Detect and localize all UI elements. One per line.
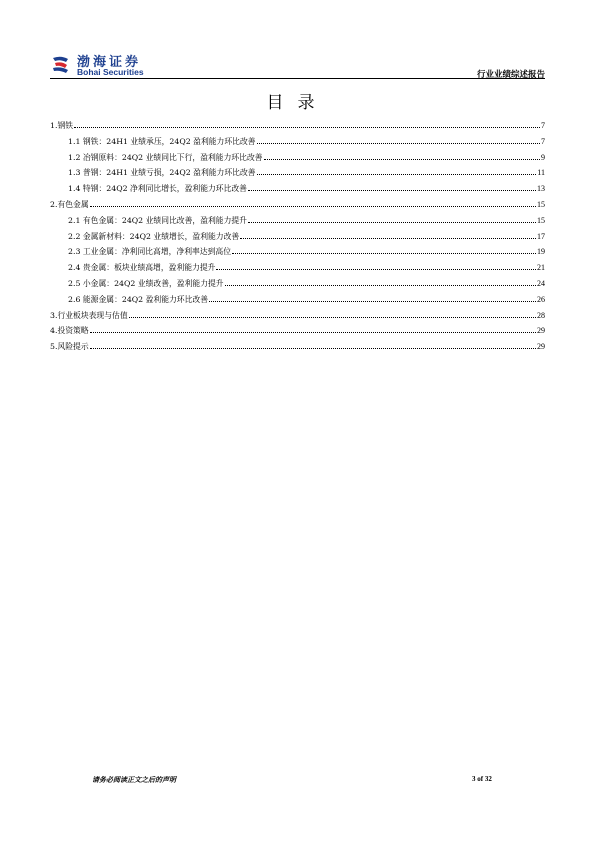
toc-entry[interactable]	[50, 229, 545, 245]
toc-entry-page[interactable]: 9	[541, 152, 545, 162]
toc-entry[interactable]	[50, 339, 545, 355]
toc-dot-leader	[248, 190, 536, 191]
toc-entry-label[interactable]: 2.4 贵金属：板块业绩高增，盈利能力提升	[68, 263, 216, 273]
logo-english-name: Bohai Securities	[77, 67, 144, 77]
toc-entry[interactable]	[50, 323, 545, 339]
toc-dot-leader	[129, 317, 536, 318]
toc-entry-label[interactable]: 2.2 金属新材料：24Q2 业绩增长，盈利能力改善	[68, 231, 240, 241]
toc-entry[interactable]	[50, 308, 545, 324]
toc-entry[interactable]	[50, 244, 545, 260]
toc-dot-leader	[225, 285, 536, 286]
toc-dot-leader	[240, 238, 536, 239]
toc-entry-page[interactable]: 15	[537, 215, 545, 225]
header-divider	[50, 78, 545, 79]
toc-entry-page[interactable]: 21	[537, 263, 545, 273]
toc-entry-label[interactable]: 2.1 有色金属：24Q2 业绩同比改善，盈利能力提升	[68, 215, 247, 225]
toc-entry[interactable]	[50, 134, 545, 150]
toc-entry[interactable]	[50, 292, 545, 308]
toc-entry[interactable]	[50, 213, 545, 229]
toc-dot-leader	[90, 348, 536, 349]
toc-entry[interactable]	[50, 260, 545, 276]
toc-entry[interactable]	[50, 197, 545, 213]
toc-entry-label[interactable]: 3.行业板块表现与估值	[50, 310, 128, 320]
toc-entry[interactable]	[50, 181, 545, 197]
toc-entry-label[interactable]: 1.1 钢铁：24H1 业绩承压，24Q2 盈利能力环比改善	[68, 136, 256, 146]
toc-entry-page[interactable]: 11	[537, 168, 545, 178]
toc-entry-label[interactable]: 1.3 普钢：24H1 业绩亏损，24Q2 盈利能力环比改善	[68, 168, 256, 178]
toc-entry[interactable]	[50, 118, 545, 134]
toc-entry[interactable]	[50, 150, 545, 166]
bohai-logo-icon	[50, 54, 72, 76]
toc-dot-leader	[257, 143, 540, 144]
toc-entry-page[interactable]: 15	[537, 199, 545, 209]
toc-entry-label[interactable]: 5.风险提示	[50, 342, 89, 352]
toc-entry-page[interactable]: 28	[537, 310, 545, 320]
toc-entry-page[interactable]: 29	[537, 342, 545, 352]
toc-entry-label[interactable]: 4.投资策略	[50, 326, 89, 336]
toc-entry[interactable]	[50, 276, 545, 292]
toc-dot-leader	[90, 206, 536, 207]
toc-dot-leader	[232, 253, 536, 254]
toc-title: 目录	[266, 93, 329, 113]
toc-dot-leader	[264, 159, 540, 160]
toc-entry-label[interactable]: 2.3 工业金属：净利同比高增，净利率达到高位	[68, 247, 232, 257]
toc-dot-leader	[248, 222, 536, 223]
toc-entry-page[interactable]: 26	[537, 294, 545, 304]
toc-entry-label[interactable]: 2.有色金属	[50, 199, 89, 209]
table-of-contents	[50, 118, 545, 355]
toc-entry-page[interactable]: 7	[541, 136, 545, 146]
toc-entry-page[interactable]: 7	[541, 121, 545, 130]
toc-entry-label[interactable]: 2.6 能源金属：24Q2 盈利能力环比改善	[68, 294, 208, 304]
toc-entry-page[interactable]: 13	[537, 184, 545, 194]
toc-dot-leader	[209, 301, 536, 302]
toc-dot-leader	[216, 269, 536, 270]
toc-entry-page[interactable]: 24	[537, 278, 545, 288]
toc-entry-page[interactable]: 19	[537, 247, 545, 257]
toc-entry-label[interactable]: 1.钢铁	[50, 121, 74, 130]
toc-entry[interactable]	[50, 165, 545, 181]
toc-dot-leader	[90, 332, 536, 333]
toc-dot-leader	[257, 174, 537, 175]
footer-disclaimer: 请务必阅读正文之后的声明	[92, 775, 176, 784]
report-type: 行业业绩综述报告	[476, 70, 545, 80]
bohai-logo	[50, 52, 200, 80]
toc-entry-page[interactable]: 17	[537, 231, 545, 241]
logo-chinese-name: 渤海证券	[77, 55, 142, 70]
toc-entry-label[interactable]: 1.2 冶钢原料：24Q2 业绩同比下行，盈利能力环比改善	[68, 152, 263, 162]
toc-dot-leader	[74, 127, 540, 128]
toc-entry-label[interactable]: 2.5 小金属：24Q2 业绩改善，盈利能力提升	[68, 278, 224, 288]
toc-entry-page[interactable]: 29	[537, 326, 545, 336]
toc-entry-label[interactable]: 1.4 特钢：24Q2 净利同比增长，盈利能力环比改善	[68, 184, 247, 194]
footer-page-number: 3 of 32	[472, 775, 492, 783]
